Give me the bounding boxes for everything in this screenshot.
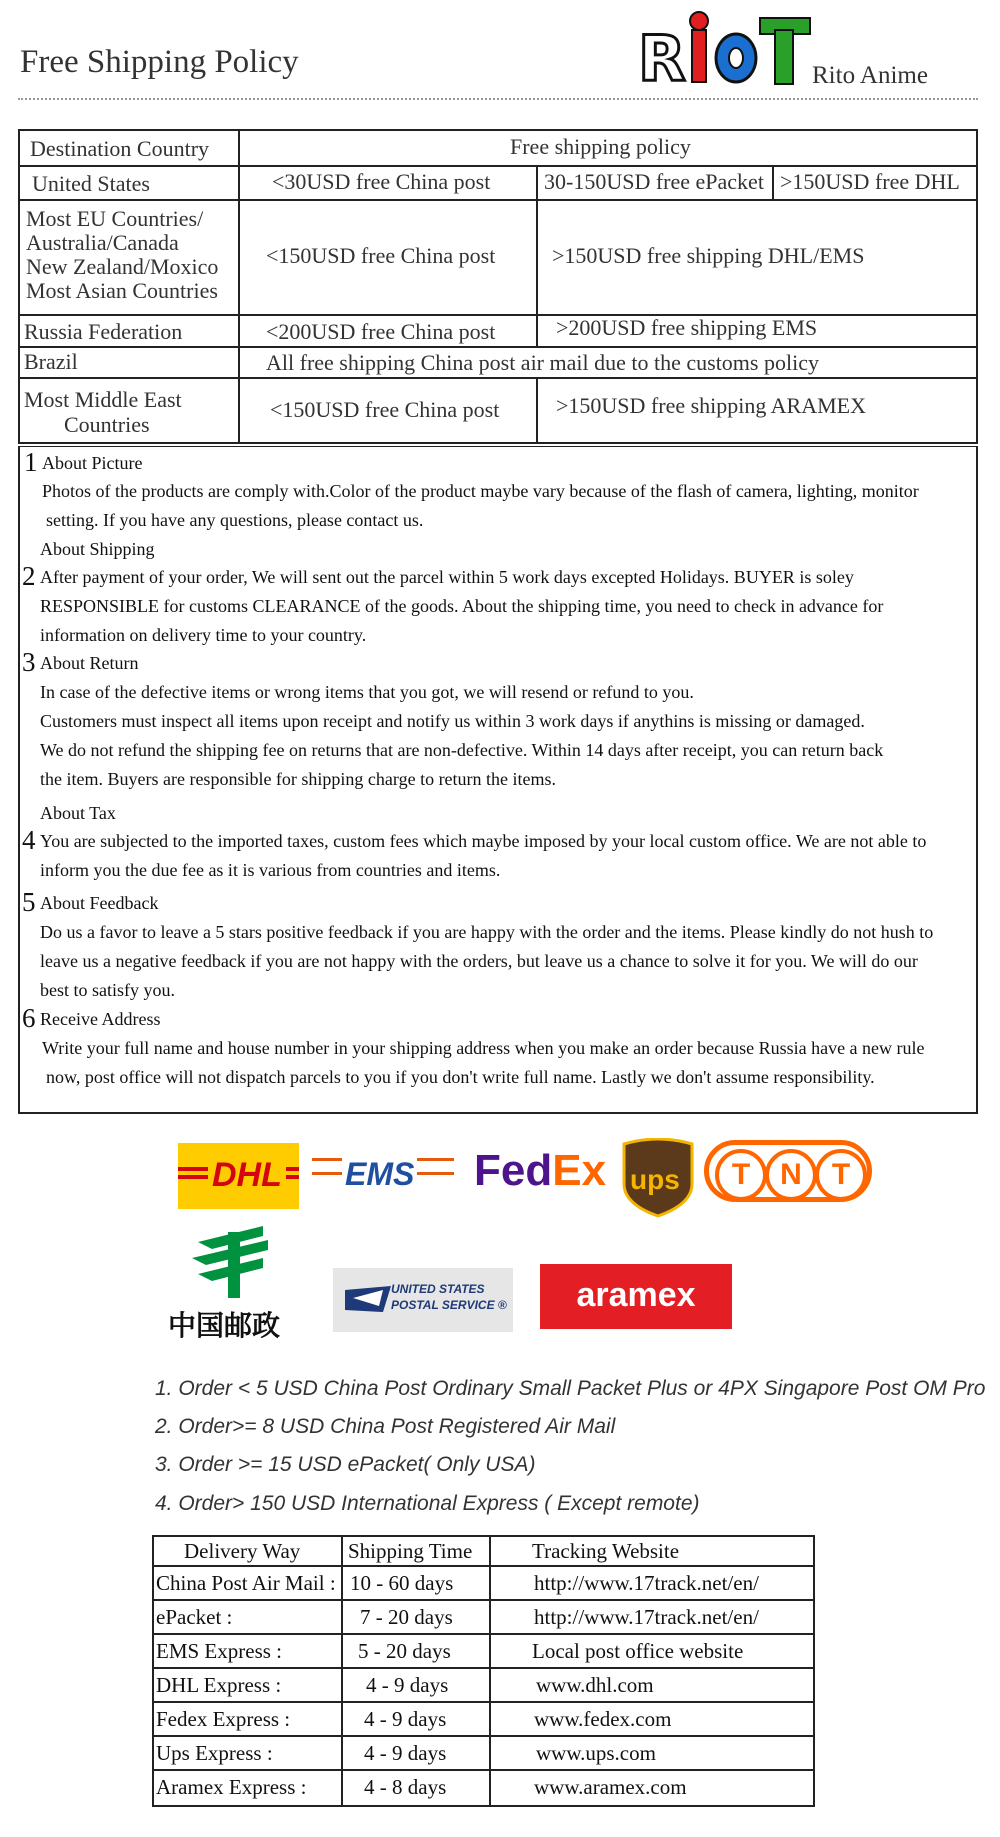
note-line: RESPONSIBLE for customs CLEARANCE of the goods. About the shipping time, you need to check in advance for: [40, 596, 884, 616]
delivery-way: EMS Express :: [156, 1639, 282, 1663]
note-line: In case of the defective items or wrong items that you got, we will resend or refund to you.: [40, 682, 694, 702]
fedex-logo: FedEx: [474, 1146, 607, 1195]
tracking-website[interactable]: www.ups.com: [536, 1741, 656, 1765]
note-heading: Receive Address: [40, 1009, 161, 1029]
note-number: 1: [24, 447, 38, 477]
policy-cell: <150USD free China post: [270, 397, 500, 422]
ups-logo: ups: [622, 1138, 694, 1223]
page-title: Free Shipping Policy: [20, 44, 299, 80]
tracking-website[interactable]: www.aramex.com: [534, 1775, 687, 1799]
order-rule: 1. Order < 5 USD China Post Ordinary Small Packet Plus or 4PX Singapore Post OM Pro: [155, 1377, 986, 1400]
notes-box: [18, 446, 978, 1114]
note-line: You are subjected to the imported taxes, custom fees which maybe imposed by your local custom office. We are not able to: [40, 831, 927, 851]
riot-logo: [630, 10, 815, 95]
policy-cell: 30-150USD free ePacket: [544, 169, 764, 194]
policy-cell: >150USD free shipping ARAMEX: [556, 393, 867, 418]
note-number: 3: [22, 647, 36, 677]
policy-cell: >150USD free DHL: [780, 169, 960, 194]
delivery-table: [152, 1535, 815, 1807]
header-policy: Free shipping policy: [510, 134, 691, 159]
delivery-time: 5 - 20 days: [358, 1639, 451, 1663]
policy-cell: All free shipping China post air mail due to the customs policy: [266, 350, 819, 375]
note-line: After payment of your order, We will sent out the parcel within 5 work days excepted Holidays. BUYER is soley: [40, 567, 854, 587]
delivery-way: DHL Express :: [156, 1673, 282, 1697]
delivery-header: Tracking Website: [532, 1539, 680, 1563]
note-number: 2: [22, 561, 36, 591]
delivery-time: 7 - 20 days: [360, 1605, 453, 1629]
policy-cell: <200USD free China post: [266, 319, 496, 344]
note-line: Do us a favor to leave a 5 stars positive feedback if you are happy with the order and the items. Please kindly do not hush to: [40, 922, 934, 942]
country-eu: New Zealand/Moxico: [26, 254, 219, 279]
svg-text:R: R: [638, 22, 686, 90]
note-line: leave us a negative feedback if you are not happy with the orders, but leave us a chance to solve it for you. We will do our: [40, 951, 918, 971]
delivery-way: ePacket :: [156, 1605, 233, 1629]
note-heading: About Picture: [42, 453, 143, 473]
note-heading: About Return: [40, 653, 139, 673]
tracking-website[interactable]: www.dhl.com: [536, 1673, 654, 1697]
policy-table: [18, 129, 978, 444]
policy-cell: <150USD free China post: [266, 243, 496, 268]
brand-name: Rito Anime: [812, 62, 928, 89]
note-number: 6: [22, 1003, 36, 1033]
country-eu: Australia/Canada: [26, 230, 179, 255]
country-eu: Most Asian Countries: [26, 278, 218, 303]
delivery-way: China Post Air Mail :: [156, 1571, 336, 1595]
note-line: the item. Buyers are responsible for shipping charge to return the items.: [40, 769, 557, 789]
delivery-way: Fedex Express :: [156, 1707, 291, 1731]
order-rule: 2. Order>= 8 USD China Post Registered Air Mail: [155, 1415, 616, 1438]
tracking-website[interactable]: http://www.17track.net/en/: [534, 1605, 759, 1629]
delivery-time: 4 - 9 days: [364, 1741, 447, 1765]
order-rule: 4. Order> 150 USD International Express ( Except remote): [155, 1492, 700, 1515]
note-line: setting. If you have any questions, please contact us.: [46, 510, 424, 530]
country-middle-east: Countries: [64, 412, 150, 437]
header-destination: Destination Country: [30, 136, 210, 161]
dhl-logo: DHL: [178, 1143, 299, 1209]
policy-cell: >150USD free shipping DHL/EMS: [552, 243, 865, 268]
note-line: inform you the due fee as it is various from countries and items.: [40, 860, 501, 880]
country-eu: Most EU Countries/: [26, 206, 204, 231]
note-line: now, post office will not dispatch parcels to you if you don't write full name. Lastly we don't assume responsibility.: [46, 1067, 875, 1087]
delivery-time: 10 - 60 days: [350, 1571, 454, 1595]
delivery-time: 4 - 9 days: [366, 1673, 449, 1697]
dotted-divider: [18, 98, 978, 100]
note-line: Customers must inspect all items upon receipt and notify us within 3 work days if anythins is missing or damaged.: [40, 711, 865, 731]
note-line: best to satisfy you.: [40, 980, 175, 1000]
note-number: 5: [22, 887, 36, 917]
note-heading: About Tax: [40, 803, 116, 823]
ems-logo: EMS: [312, 1150, 454, 1200]
delivery-time: 4 - 8 days: [364, 1775, 447, 1799]
order-rule: 3. Order >= 15 USD ePacket( Only USA): [155, 1453, 536, 1476]
country-brazil: Brazil: [24, 349, 78, 374]
note-line: Write your full name and house number in your shipping address when you make an order because Russia have a new rule: [42, 1038, 925, 1058]
delivery-time: 4 - 9 days: [364, 1707, 447, 1731]
delivery-way: Aramex Express :: [156, 1775, 307, 1799]
country-middle-east: Most Middle East: [24, 387, 182, 412]
usps-logo: UNITED STATES POSTAL SERVICE ®: [333, 1268, 513, 1332]
delivery-way: Ups Express :: [156, 1741, 273, 1765]
policy-cell: >200USD free shipping EMS: [556, 315, 818, 340]
note-heading: About Feedback: [40, 893, 159, 913]
tracking-website: Local post office website: [532, 1639, 744, 1663]
country-russia: Russia Federation: [24, 319, 183, 344]
tracking-website[interactable]: www.fedex.com: [534, 1707, 672, 1731]
note-number: 4: [22, 825, 36, 855]
note-line: Photos of the products are comply with.Color of the product maybe vary because of the flash of camera, lighting, monitor: [42, 481, 919, 501]
note-line: information on delivery time to your country.: [40, 625, 367, 645]
tnt-logo: T N T: [704, 1140, 872, 1202]
delivery-header: Shipping Time: [348, 1539, 473, 1563]
delivery-header: Delivery Way: [184, 1539, 301, 1563]
policy-cell: <30USD free China post: [272, 169, 491, 194]
china-post-logo: 中国邮政: [168, 1222, 298, 1342]
note-line: We do not refund the shipping fee on returns that are non-defective. Within 14 days after receipt, you can return back: [40, 740, 884, 760]
note-heading: About Shipping: [40, 539, 155, 559]
country-us: United States: [32, 171, 150, 196]
tracking-website[interactable]: http://www.17track.net/en/: [534, 1571, 759, 1595]
aramex-logo: aramex: [540, 1264, 732, 1329]
